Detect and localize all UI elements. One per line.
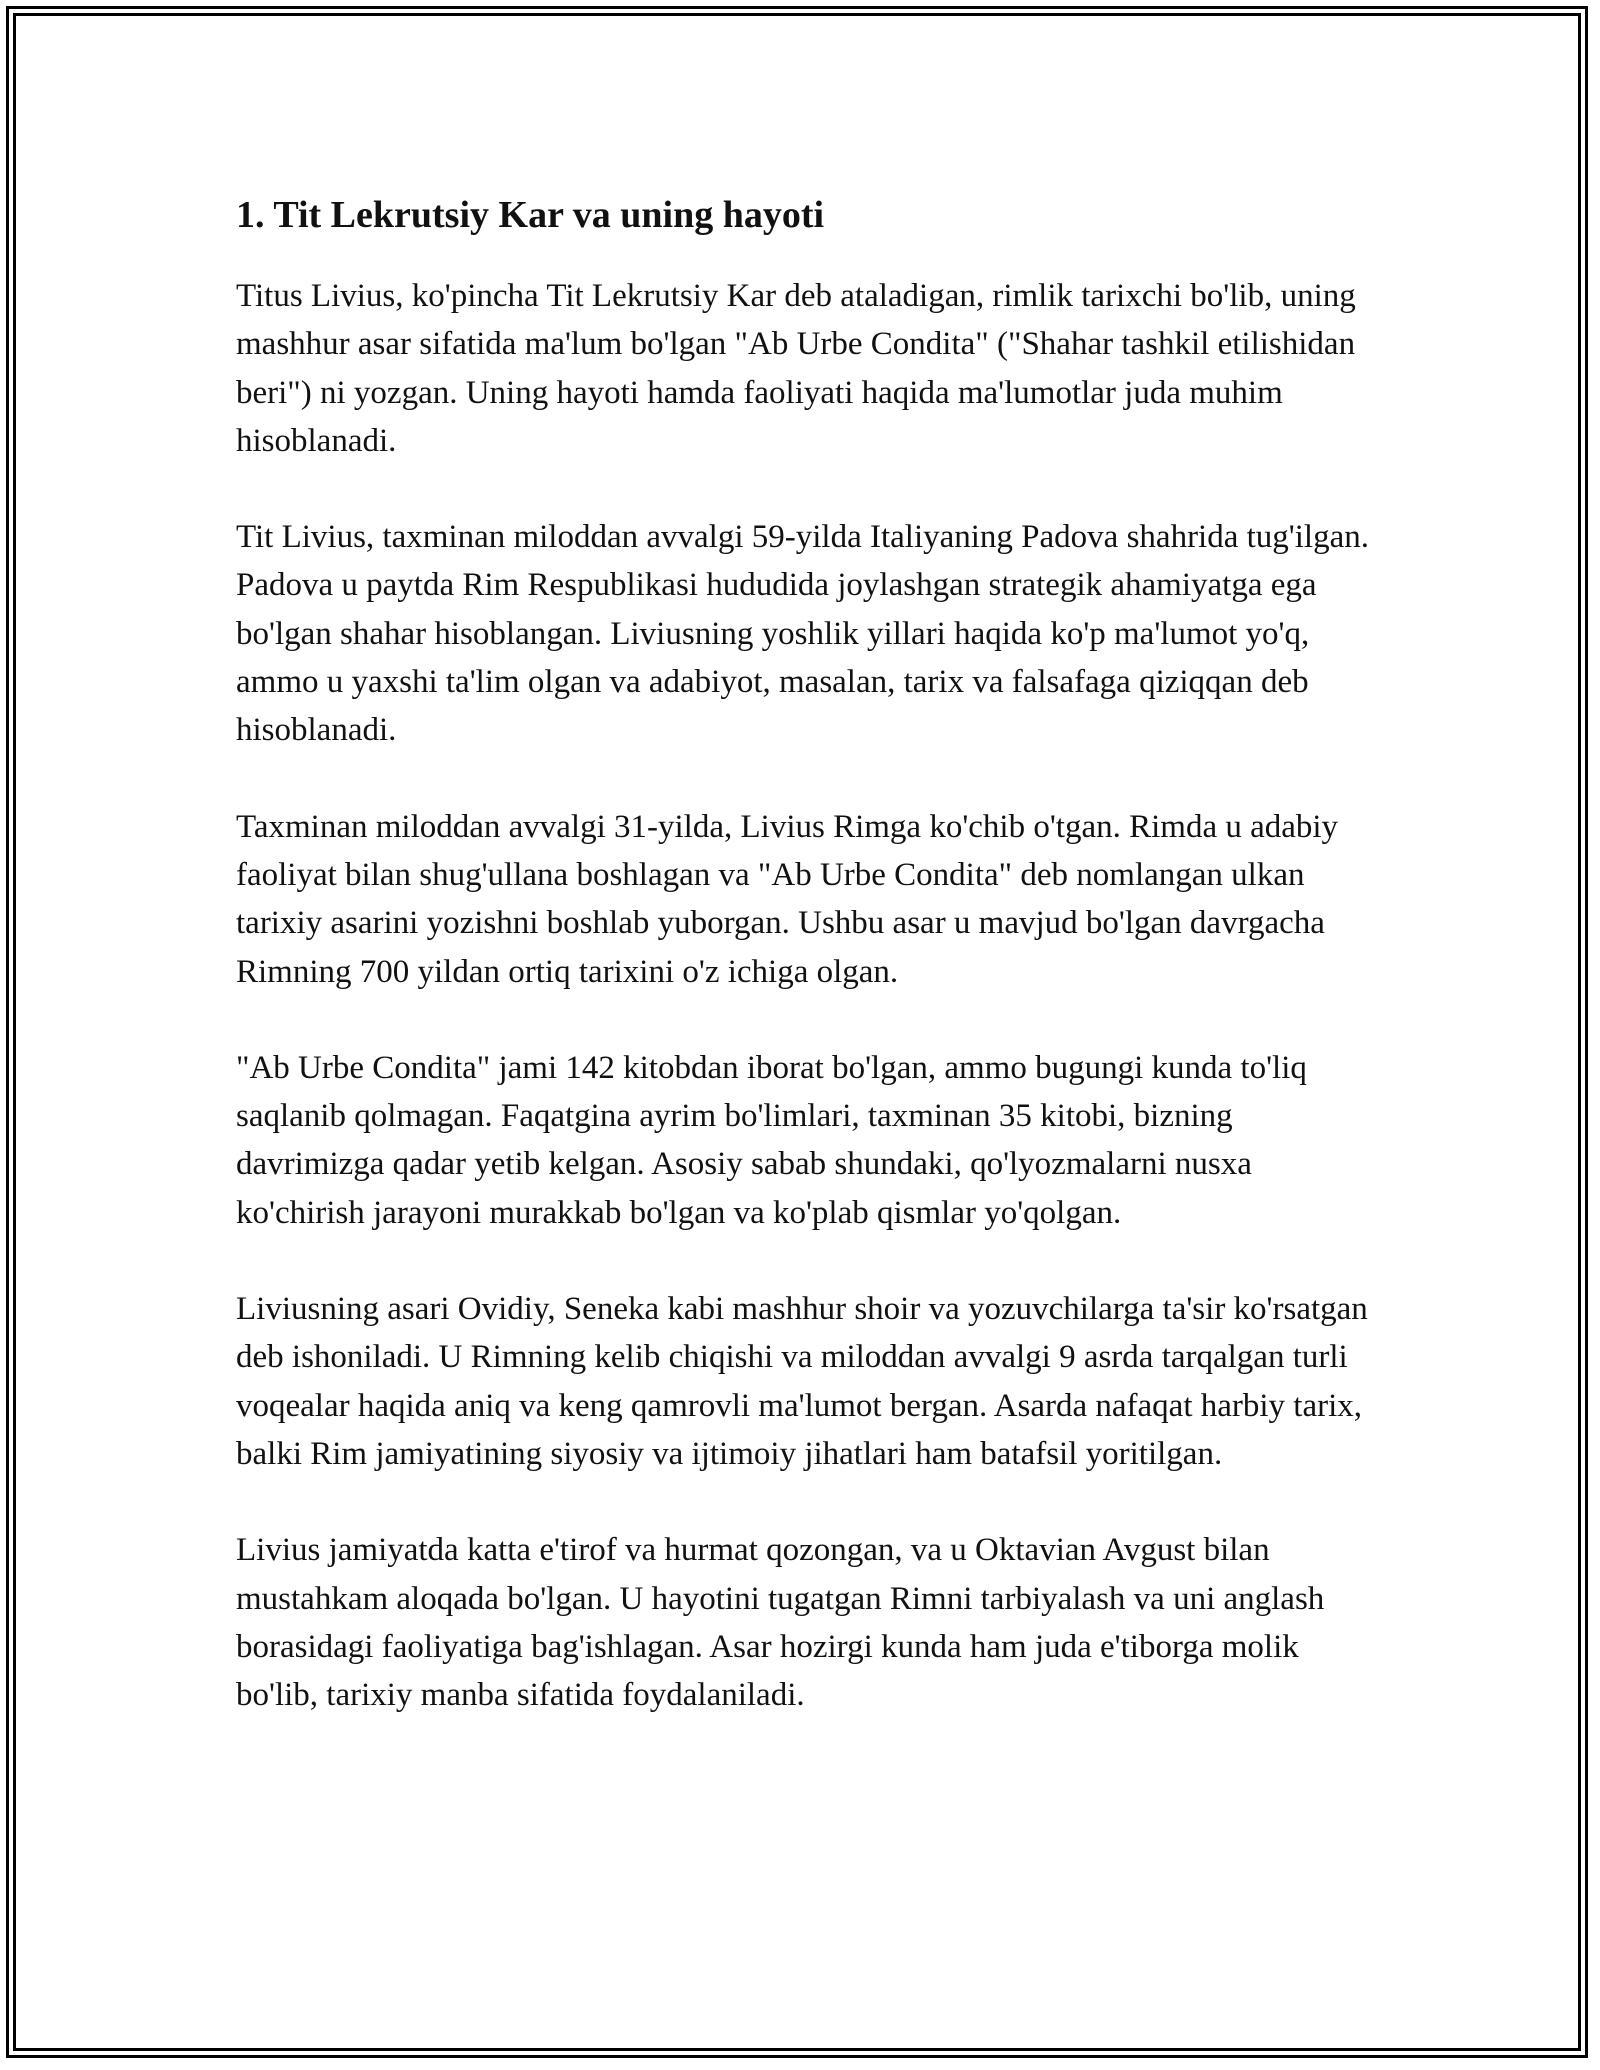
paragraph-intro: Titus Livius, ko'pincha Tit Lekrutsiy Kar deb ataladigan, rimlik tarixchi bo'lib, uning mashhur asar sifatida ma'lum bo'lgan "Ab Urbe Condita" ("Shahar tashkil etilishidan beri") ni yozgan. Uning hayoti hamda faoliyati haqida ma'lumotlar juda muhim hisoblanadi. [236, 278, 1356, 459]
paragraph-influence: Liviusning asari Ovidiy, Seneka kabi mashhur shoir va yozuvchilarga ta'sir ko'rsatgan deb ishoniladi. U Rimning kelib chiqishi va miloddan avvalgi 9 asrda tarqalgan turli voqealar haqida aniq va keng qamrovli ma'lumot bergan. Asarda nafaqat harbiy tarix, balki Rim jamiyatining siyosiy va ijtimoiy jihatlari ham batafsil yoritilgan. [236, 1291, 1368, 1472]
section-heading: 1. Tit Lekrutsiy Kar va uning hayoti [236, 194, 825, 236]
paragraph-books: "Ab Urbe Condita" jami 142 kitobdan iborat bo'lgan, ammo bugungi kunda to'liq saqlanib qolmagan. Faqatgina ayrim bo'limlari, taxminan 35 kitobi, bizning davrimizga qadar yetib kelgan. Asosiy sabab shundaki, qo'lyozmalarni nusxa ko'chirish jarayoni murakkab bo'lgan va ko'plab qismlar yo'qolgan. [236, 1049, 1307, 1231]
paragraph-rome: Taxminan miloddan avvalgi 31-yilda, Livius Rimga ko'chib o'tgan. Rimda u adabiy faoliyat bilan shug'ullana boshlagan va "Ab Urbe Condita" deb nomlangan ulkan tarixiy asarini yozishni boshlab yuborgan. Ushbu asar u mavjud bo'lgan davrgacha Rimning 700 yildan ortiq tarixini o'z ichiga olgan. [236, 808, 1339, 990]
paragraph-legacy: Livius jamiyatda katta e'tirof va hurmat qozongan, va u Oktavian Avgust bilan mustahkam aloqada bo'lgan. U hayotini tugatgan Rimni tarbiyalash va uni anglash borasidagi faoliyatiga bag'ishlagan. Asar hozirgi kunda ham juda e'tiborga molik bo'lib, tarixiy manba sifatida foydalaniladi. [236, 1532, 1325, 1714]
document-body [236, 190, 1386, 1767]
paragraph-birth: Tit Livius, taxminan miloddan avvalgi 59-yilda Italiyaning Padova shahrida tug'ilgan. Padova u paytda Rim Respublikasi hududida joylashgan strategik ahamiyatga ega bo'lgan shahar hisoblangan. Liviusning yoshlik yillari haqida ko'p ma'lumot yo'q, ammo u yaxshi ta'lim olgan va adabiyot, masalan, tarix va falsafaga qiziqqan deb hisoblanadi. [236, 519, 1369, 749]
